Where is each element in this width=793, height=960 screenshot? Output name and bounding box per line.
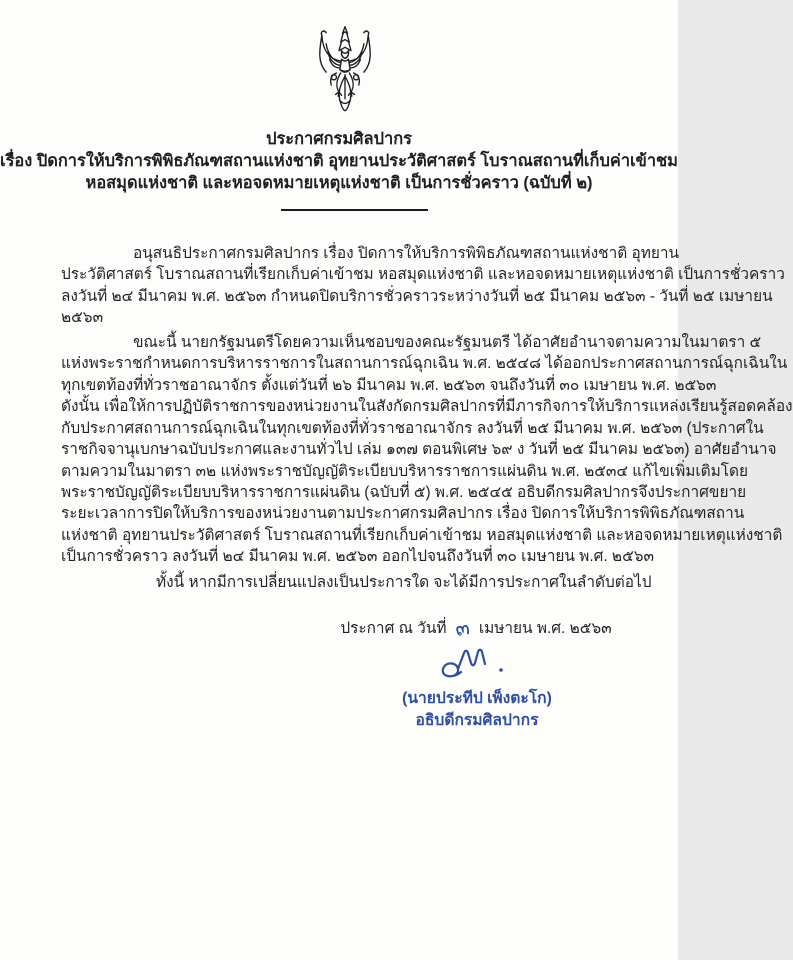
announcement-body <box>61 243 793 593</box>
dateline-prefix: ประกาศ ณ วันที่ <box>340 620 447 637</box>
garuda-emblem-icon <box>302 25 388 121</box>
body-line: กับประกาศสถานการณ์ฉุกเฉินในทุกเขตท้องที่ทั่วราชอาณาจักร ลงวันที่ ๒๕ มีนาคม พ.ศ. ๒๕๖๓ (ประกาศใน <box>61 419 764 437</box>
body-line: ลงวันที่ ๒๔ มีนาคม พ.ศ. ๒๕๖๓ กำหนดปิดบริการชั่วคราวระหว่างวันที่ ๒๕ มีนาคม ๒๕๖๓ - วันที่ ๒๕ เมษายน <box>61 287 773 305</box>
announcement-title: ประกาศกรมศิลปากร <box>266 130 412 148</box>
body-line: แห่งชาติ อุทยานประวัติศาสตร์ โบราณสถานที่เรียกเก็บค่าเข้าชม หอสมุดแห่งชาติ และหอจดหมายเหตุแห่งชาติ <box>61 526 783 544</box>
body-line: ๒๕๖๓ <box>61 309 104 327</box>
announcement-dateline <box>338 610 614 643</box>
signer-position: อธิบดีกรมศิลปากร <box>415 711 539 729</box>
signature-block <box>352 644 602 731</box>
announcement-header <box>0 129 678 194</box>
handwritten-day-numeral: ๓ <box>454 615 472 641</box>
body-line: ดังนั้น เพื่อให้การปฏิบัติราชการของหน่วยงานในสังกัดกรมศิลปากรที่มีภารกิจการให้บริการแหล่งเรียนรู้สอดคล้อง <box>61 398 793 416</box>
header-divider-rule <box>281 209 428 211</box>
signer-name: (นายประทีป เพ็งตะโก) <box>402 690 552 707</box>
paragraph-1 <box>61 243 785 329</box>
dateline-suffix: เมษายน พ.ศ. ๒๕๖๓ <box>478 620 612 637</box>
body-line: อนุสนธิประกาศกรมศิลปากร เรื่อง ปิดการให้บริการพิพิธภัณฑสถานแห่งชาติ อุทยาน <box>133 245 680 262</box>
body-line: ทุกเขตท้องที่ทั่วราชอาณาจักร ตั้งแต่วันที่ ๒๖ มีนาคม พ.ศ. ๒๕๖๓ จนถึงวันที่ ๓๐ เมษายน พ.ศ. ๒๕๖๓ <box>61 376 717 394</box>
body-line: เป็นการชั่วคราว ลงวันที่ ๒๔ มีนาคม พ.ศ. ๒๕๖๓ ออกไปจนถึงวันที่ ๓๐ เมษายน พ.ศ. ๒๕๖๓ <box>61 548 655 566</box>
body-line: แห่งพระราชกำหนดการบริหารราชการในสถานการณ์ฉุกเฉิน พ.ศ. ๒๕๔๘ ได้ออกประกาศสถานการณ์ฉุกเฉินใน <box>61 355 788 373</box>
body-line: ตามความในมาตรา ๓๒ แห่งพระราชบัญญัติระเบียบบริหารราชการแผ่นดิน พ.ศ. ๒๕๓๔ แก้ไขเพิ่มเติมโดย <box>61 462 749 480</box>
body-line: ขณะนี้ นายกรัฐมนตรีโดยความเห็นชอบของคณะรัฐมนตรี ได้อาศัยอำนาจตามความในมาตรา ๕ <box>133 333 762 351</box>
signature-icon <box>431 644 523 684</box>
paragraph-2 <box>61 332 793 568</box>
body-line: ราชกิจจานุเบกษาฉบับประกาศและงานทั่วไป เล่ม ๑๓๗ ตอนพิเศษ ๖๙ ง วันที่ ๒๕ มีนาคม ๒๕๖๓) อาศัยอำนาจ <box>61 441 777 459</box>
announcement-subject-line1: เรื่อง ปิดการให้บริการพิพิธภัณฑสถานแห่งชาติ อุทยานประวัติศาสตร์ โบราณสถานที่เก็บค่าเข้าชม <box>0 151 678 170</box>
announcement-subject-line2: หอสมุดแห่งชาติ และหอจดหมายเหตุแห่งชาติ เป็นการชั่วคราว (ฉบับที่ ๒) <box>85 173 593 192</box>
body-line: ประวัติศาสตร์ โบราณสถานที่เรียกเก็บค่าเข้าชม หอสมุดแห่งชาติ และหอจดหมายเหตุแห่งชาติ เป็นการชั่วคราว <box>61 266 785 284</box>
closing-statement: ทั้งนี้ หากมีการเปลี่ยนแปลงเป็นประการใด จะได้มีการประกาศในลำดับต่อไป <box>156 573 652 591</box>
body-line: ระยะเวลาการปิดให้บริการของหน่วยงานตามประกาศกรมศิลปากร เรื่อง ปิดการให้บริการพิพิธภัณฑสถาน <box>61 505 745 523</box>
body-line: พระราชบัญญัติระเบียบบริหารราชการแผ่นดิน (ฉบับที่ ๕) พ.ศ. ๒๕๔๕ อธิบดีกรมศิลปากรจึงประกาศขยาย <box>61 483 747 501</box>
